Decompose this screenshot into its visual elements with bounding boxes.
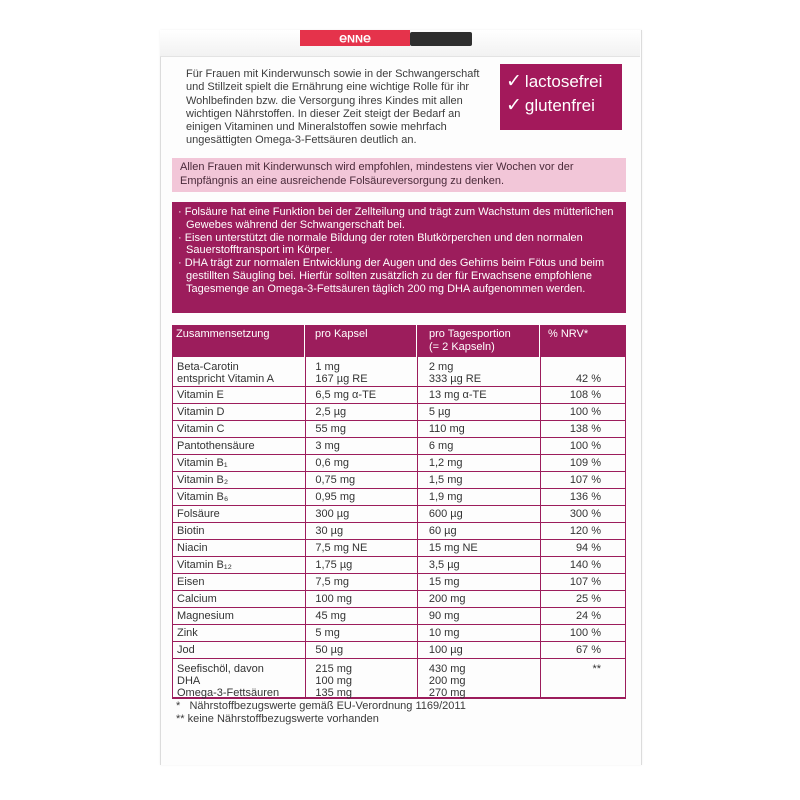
table-row: [173, 357, 625, 387]
cell-nutrient: Eisen: [177, 576, 205, 588]
table-row: [173, 489, 625, 506]
cell-nutrient: Folsäure: [177, 508, 220, 520]
cell-nrv: 120 %: [569, 525, 602, 537]
free-from-badge: [500, 64, 622, 130]
cell-nutrient: Magnesium: [177, 610, 234, 622]
cell-per-daily: 90 mg: [428, 610, 460, 622]
cell-per-daily: 200 mg: [428, 593, 466, 605]
table-row: [173, 421, 625, 438]
cell-nrv: 94 %: [575, 542, 602, 554]
cell-per-capsule: 7,5 mg NE: [315, 542, 368, 554]
cell-per-capsule: 0,75 mg: [315, 474, 356, 486]
cell-nutrient: Vitamin B₁: [177, 457, 228, 469]
cell-per-daily: 600 µg: [428, 508, 463, 520]
table-row: [173, 387, 625, 404]
table-row: [173, 659, 625, 698]
cell-per-capsule: 6,5 mg α-TE: [315, 389, 377, 401]
table-row: [173, 472, 625, 489]
claim-folsaeure: · Folsäure hat eine Funktion bei der Zellteilung und trägt zum Wachstum des mütterlichen Gewebes während der Schwangerschaft bei.: [178, 206, 614, 231]
cell-nutrient: Biotin: [177, 525, 205, 537]
cell-nrv: 100 %: [569, 406, 602, 418]
cell-per-capsule: 5 mg: [315, 627, 340, 639]
cell-nrv: 108 %: [569, 389, 602, 401]
cell-nutrient: Seefischöl, davon DHA Omega-3-Fettsäuren: [177, 663, 280, 699]
flap-brand-strip: [300, 30, 410, 46]
cell-nrv: 107 %: [569, 576, 602, 588]
cell-nutrient: Pantothensäure: [177, 440, 255, 452]
claim-dha: · DHA trägt zur normalen Entwicklung der Augen und des Gehirns beim Fötus und beim gestillten Säugling bei. Hierfür sollten zusätzlich zu der für Erwachsene empfohlene Tagesmenge an Omega-3-Fettsäuren täglich 200 mg DHA aufgenommen werden.: [178, 257, 605, 295]
table-row: [173, 438, 625, 455]
table-row: [173, 608, 625, 625]
cell-per-capsule: 50 µg: [315, 644, 344, 656]
cell-nutrient: Niacin: [177, 542, 208, 554]
badge-line-gluten: [506, 94, 622, 118]
table-body: [172, 357, 626, 699]
cell-nrv: 100 %: [569, 627, 602, 639]
cell-per-daily: 5 µg: [428, 406, 451, 418]
cell-per-daily: 60 µg: [428, 525, 457, 537]
badge-glutenfrei: glutenfrei: [524, 96, 595, 115]
cell-per-capsule: 0,95 mg: [315, 491, 356, 503]
cell-nrv: 136 %: [569, 491, 602, 503]
cell-per-capsule: 1 mg 167 µg RE: [315, 361, 368, 385]
check-icon: ✓: [506, 71, 522, 92]
cell-nutrient: Zink: [177, 627, 198, 639]
cell-per-daily: 15 mg: [428, 576, 460, 588]
recommendation-box: Allen Frauen mit Kinderwunsch wird empfohlen, mindestens vier Wochen vor der Empfängnis an eine ausreichende Folsäureversorgung zu denken.: [172, 158, 626, 192]
footnote-nrv: * Nährstoffbezugswerte gemäß EU-Verordnung 1169/2011: [176, 700, 466, 712]
cell-nrv: 42 %: [575, 373, 602, 385]
cell-per-daily: 2 mg 333 µg RE: [428, 361, 482, 385]
badge-lactosefrei: lactosefrei: [524, 72, 603, 91]
cell-nutrient: Beta-Carotin entspricht Vitamin A: [177, 361, 275, 385]
cell-nrv: 67 %: [575, 644, 602, 656]
cell-per-daily: 100 µg: [428, 644, 463, 656]
cell-per-daily: 1,9 mg: [428, 491, 463, 503]
cell-nrv: **: [592, 663, 602, 675]
cell-per-capsule: 3 mg: [315, 440, 340, 452]
claim-eisen: · Eisen unterstützt die normale Bildung der roten Blutkörperchen und den normalen Sauerstofftransport im Körper.: [178, 231, 583, 257]
footnote-none: ** keine Nährstoffbezugswerte vorhanden: [176, 713, 379, 725]
cell-nrv: 100 %: [569, 440, 602, 452]
health-claims-box: [172, 202, 626, 313]
cell-nrv: 107 %: [569, 474, 602, 486]
cell-per-capsule: 45 mg: [315, 610, 346, 622]
table-header: [172, 325, 626, 357]
flap-dark-label: [410, 32, 472, 46]
badge-line-lactose: [506, 70, 622, 94]
header-composition: Zusammensetzung: [172, 325, 305, 357]
cell-per-daily: 1,5 mg: [428, 474, 463, 486]
cell-nutrient: Vitamin E: [177, 389, 224, 401]
cell-per-daily: 15 mg NE: [428, 542, 478, 554]
table-row: [173, 506, 625, 523]
flap-brand-text: ƏNNƏ: [339, 32, 371, 44]
table-row: [173, 642, 625, 659]
cell-nrv: 25 %: [575, 593, 602, 605]
cell-nutrient: Vitamin D: [177, 406, 225, 418]
cell-nutrient: Vitamin B₁₂: [177, 559, 232, 571]
nutrition-table: [172, 325, 626, 699]
cell-per-capsule: 300 µg: [315, 508, 350, 520]
table-row: [173, 540, 625, 557]
table-row: [173, 455, 625, 472]
cell-per-daily: 6 mg: [428, 440, 454, 452]
cell-per-capsule: 215 mg 100 mg 135 mg: [315, 663, 353, 699]
table-row: [173, 625, 625, 642]
cell-nrv: 140 %: [569, 559, 602, 571]
cell-per-daily: 110 mg: [428, 423, 465, 435]
cell-nutrient: Calcium: [177, 593, 217, 605]
cell-per-capsule: 55 mg: [315, 423, 346, 435]
cell-per-daily: 430 mg 200 mg 270 mg: [428, 663, 466, 699]
table-row: [173, 523, 625, 540]
table-row: [173, 574, 625, 591]
header-per-daily: pro Tagesportion (= 2 Kapseln): [417, 325, 540, 357]
intro-text: Für Frauen mit Kinderwunsch sowie in der Schwangerschaft und Stillzeit spielt die Ernährung eine wichtige Rolle für ihr Wohlbefinden bzw. die Versorgung ihres Kindes mit allen wichtigen Nährstoffen. In dieser Zeit steigt der Bedarf an einigen Vitaminen und Mineralstoffen sowie mehrfach ungesättigten Omega-3-Fettsäuren deutlich an.: [186, 68, 480, 147]
header-nrv: % NRV*: [548, 328, 589, 340]
cell-per-daily: 10 mg: [428, 627, 460, 639]
table-row: [173, 591, 625, 608]
header-per-capsule: pro Kapsel: [305, 325, 417, 357]
cell-nutrient: Vitamin B₆: [177, 491, 229, 503]
cell-per-capsule: 2,5 µg: [315, 406, 347, 418]
footnotes: [176, 700, 616, 726]
cell-per-daily: 3,5 µg: [428, 559, 460, 571]
cell-per-capsule: 0,6 mg: [315, 457, 349, 469]
cell-nutrient: Jod: [177, 644, 195, 656]
cell-per-capsule: 7,5 mg: [315, 576, 349, 588]
table-row: [173, 557, 625, 574]
cell-nrv: 109 %: [569, 457, 602, 469]
table-row: [173, 404, 625, 421]
cell-nrv: 24 %: [575, 610, 602, 622]
cell-nrv: 138 %: [569, 423, 602, 435]
cell-per-capsule: 1,75 µg: [315, 559, 353, 571]
cell-per-daily: 13 mg α-TE: [428, 389, 487, 401]
cell-nrv: 300 %: [569, 508, 602, 520]
cell-nutrient: Vitamin C: [177, 423, 225, 435]
cell-per-daily: 1,2 mg: [428, 457, 463, 469]
cell-per-capsule: 30 µg: [315, 525, 344, 537]
cell-per-capsule: 100 mg: [315, 593, 353, 605]
check-icon: ✓: [506, 95, 522, 116]
cell-nutrient: Vitamin B₂: [177, 474, 229, 486]
